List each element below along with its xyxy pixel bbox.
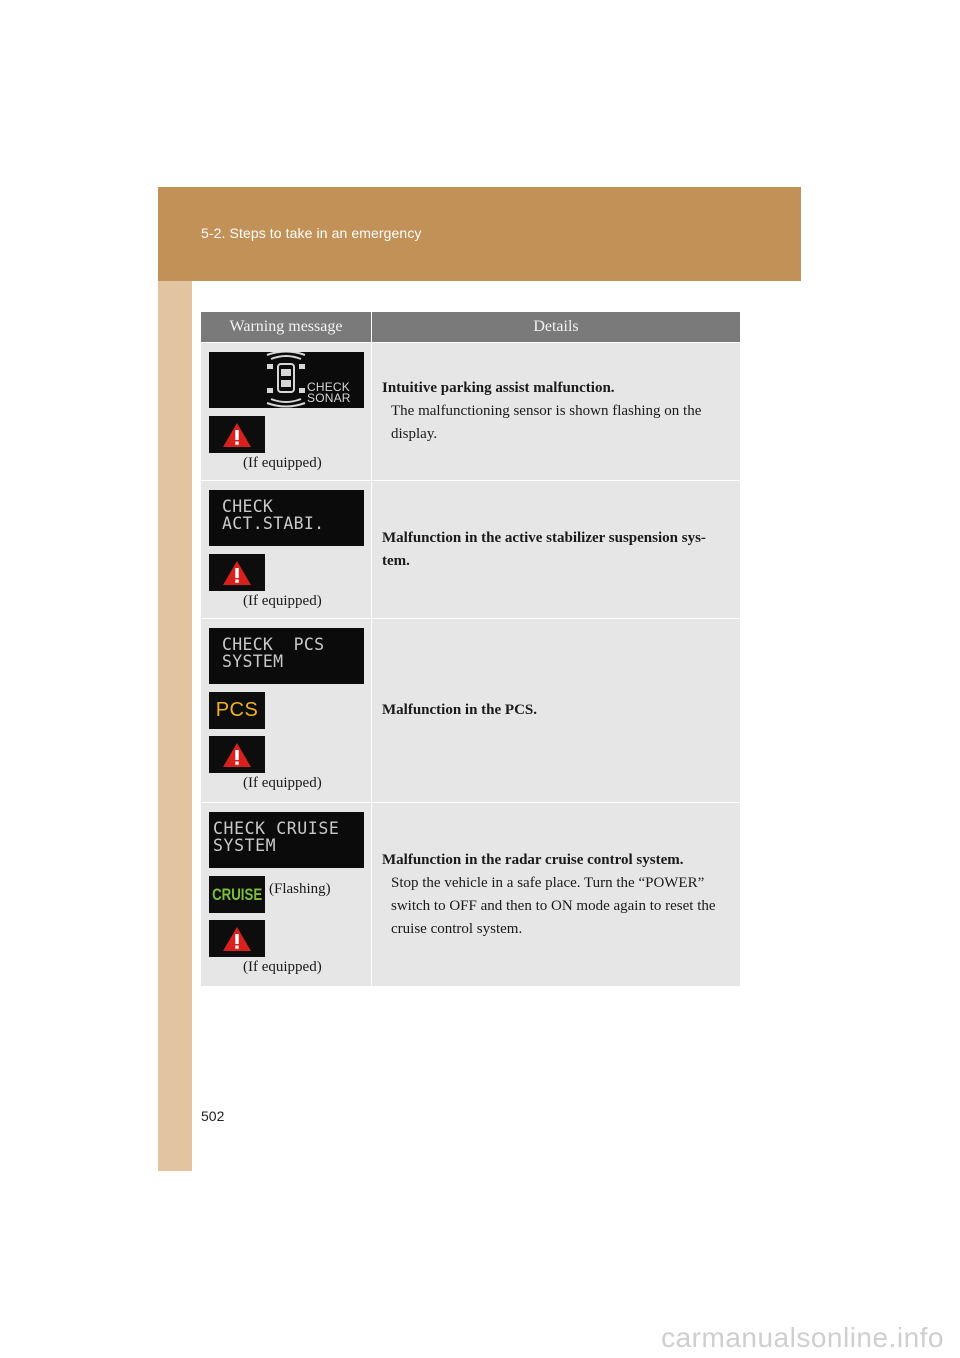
detail-body: The malfunctioning sensor is shown flashing on the display. (391, 403, 702, 442)
warning-cell (201, 481, 372, 618)
warning-cell (201, 343, 372, 480)
watermark: carmanualsonline.info (661, 1322, 944, 1353)
warning-indicator (209, 920, 265, 957)
detail-title: Malfunction in the radar cruise control system. (382, 851, 684, 868)
details-cell (372, 619, 740, 802)
warning-triangle-icon (222, 926, 252, 952)
warning-table (201, 312, 740, 986)
table-row (201, 618, 740, 802)
flashing-label: (Flashing) (269, 881, 331, 897)
side-strip (158, 281, 192, 1171)
if-equipped-label: (If equipped) (243, 455, 322, 471)
display-text: CHECK SONAR (307, 380, 351, 405)
display-check-cruise (209, 812, 364, 868)
warning-indicator (209, 736, 265, 773)
if-equipped-label: (If equipped) (243, 593, 322, 609)
detail-title: Intuitive parking assist malfunction. (382, 380, 615, 396)
detail-title: Malfunction in the PCS. (382, 702, 538, 718)
display-text: CHECK ACT.STABI. (222, 497, 325, 533)
warning-indicator (209, 416, 265, 453)
table-header (201, 312, 740, 342)
cruise-indicator-label: CRUISE (211, 884, 263, 904)
detail-title: Malfunction in the active stabilizer suspension sys-tem. (382, 529, 706, 569)
warning-triangle-icon (222, 742, 252, 768)
details-cell (372, 343, 740, 480)
warning-cell (201, 803, 372, 986)
details-cell (372, 481, 740, 618)
table-row (201, 342, 740, 480)
pcs-indicator-label: PCS (215, 699, 259, 721)
pcs-indicator (209, 692, 265, 729)
warning-triangle-icon (222, 560, 252, 586)
display-text: CHECK PCS SYSTEM (222, 635, 325, 671)
if-equipped-label: (If equipped) (243, 775, 322, 791)
warning-triangle-icon (222, 422, 252, 448)
column-header-warning: Warning message (201, 312, 372, 342)
details-cell (372, 803, 740, 986)
column-header-details: Details (533, 318, 579, 335)
table-row (201, 480, 740, 618)
cruise-indicator (209, 876, 265, 913)
display-text: CHECK CRUISE SYSTEM (213, 819, 340, 855)
display-check-sonar (209, 352, 364, 408)
page-number: 502 (201, 1108, 225, 1124)
if-equipped-label: (If equipped) (243, 959, 322, 975)
warning-cell (201, 619, 372, 802)
display-check-pcs (209, 628, 364, 684)
display-check-act-stabi (209, 490, 364, 546)
detail-body: Stop the vehicle in a safe place. Turn the “POWER” switch to OFF and then to ON mode again to reset the cruise control system. (391, 874, 716, 937)
section-title: 5-2. Steps to take in an emergency (201, 225, 422, 241)
table-row (201, 802, 740, 986)
warning-indicator (209, 554, 265, 591)
